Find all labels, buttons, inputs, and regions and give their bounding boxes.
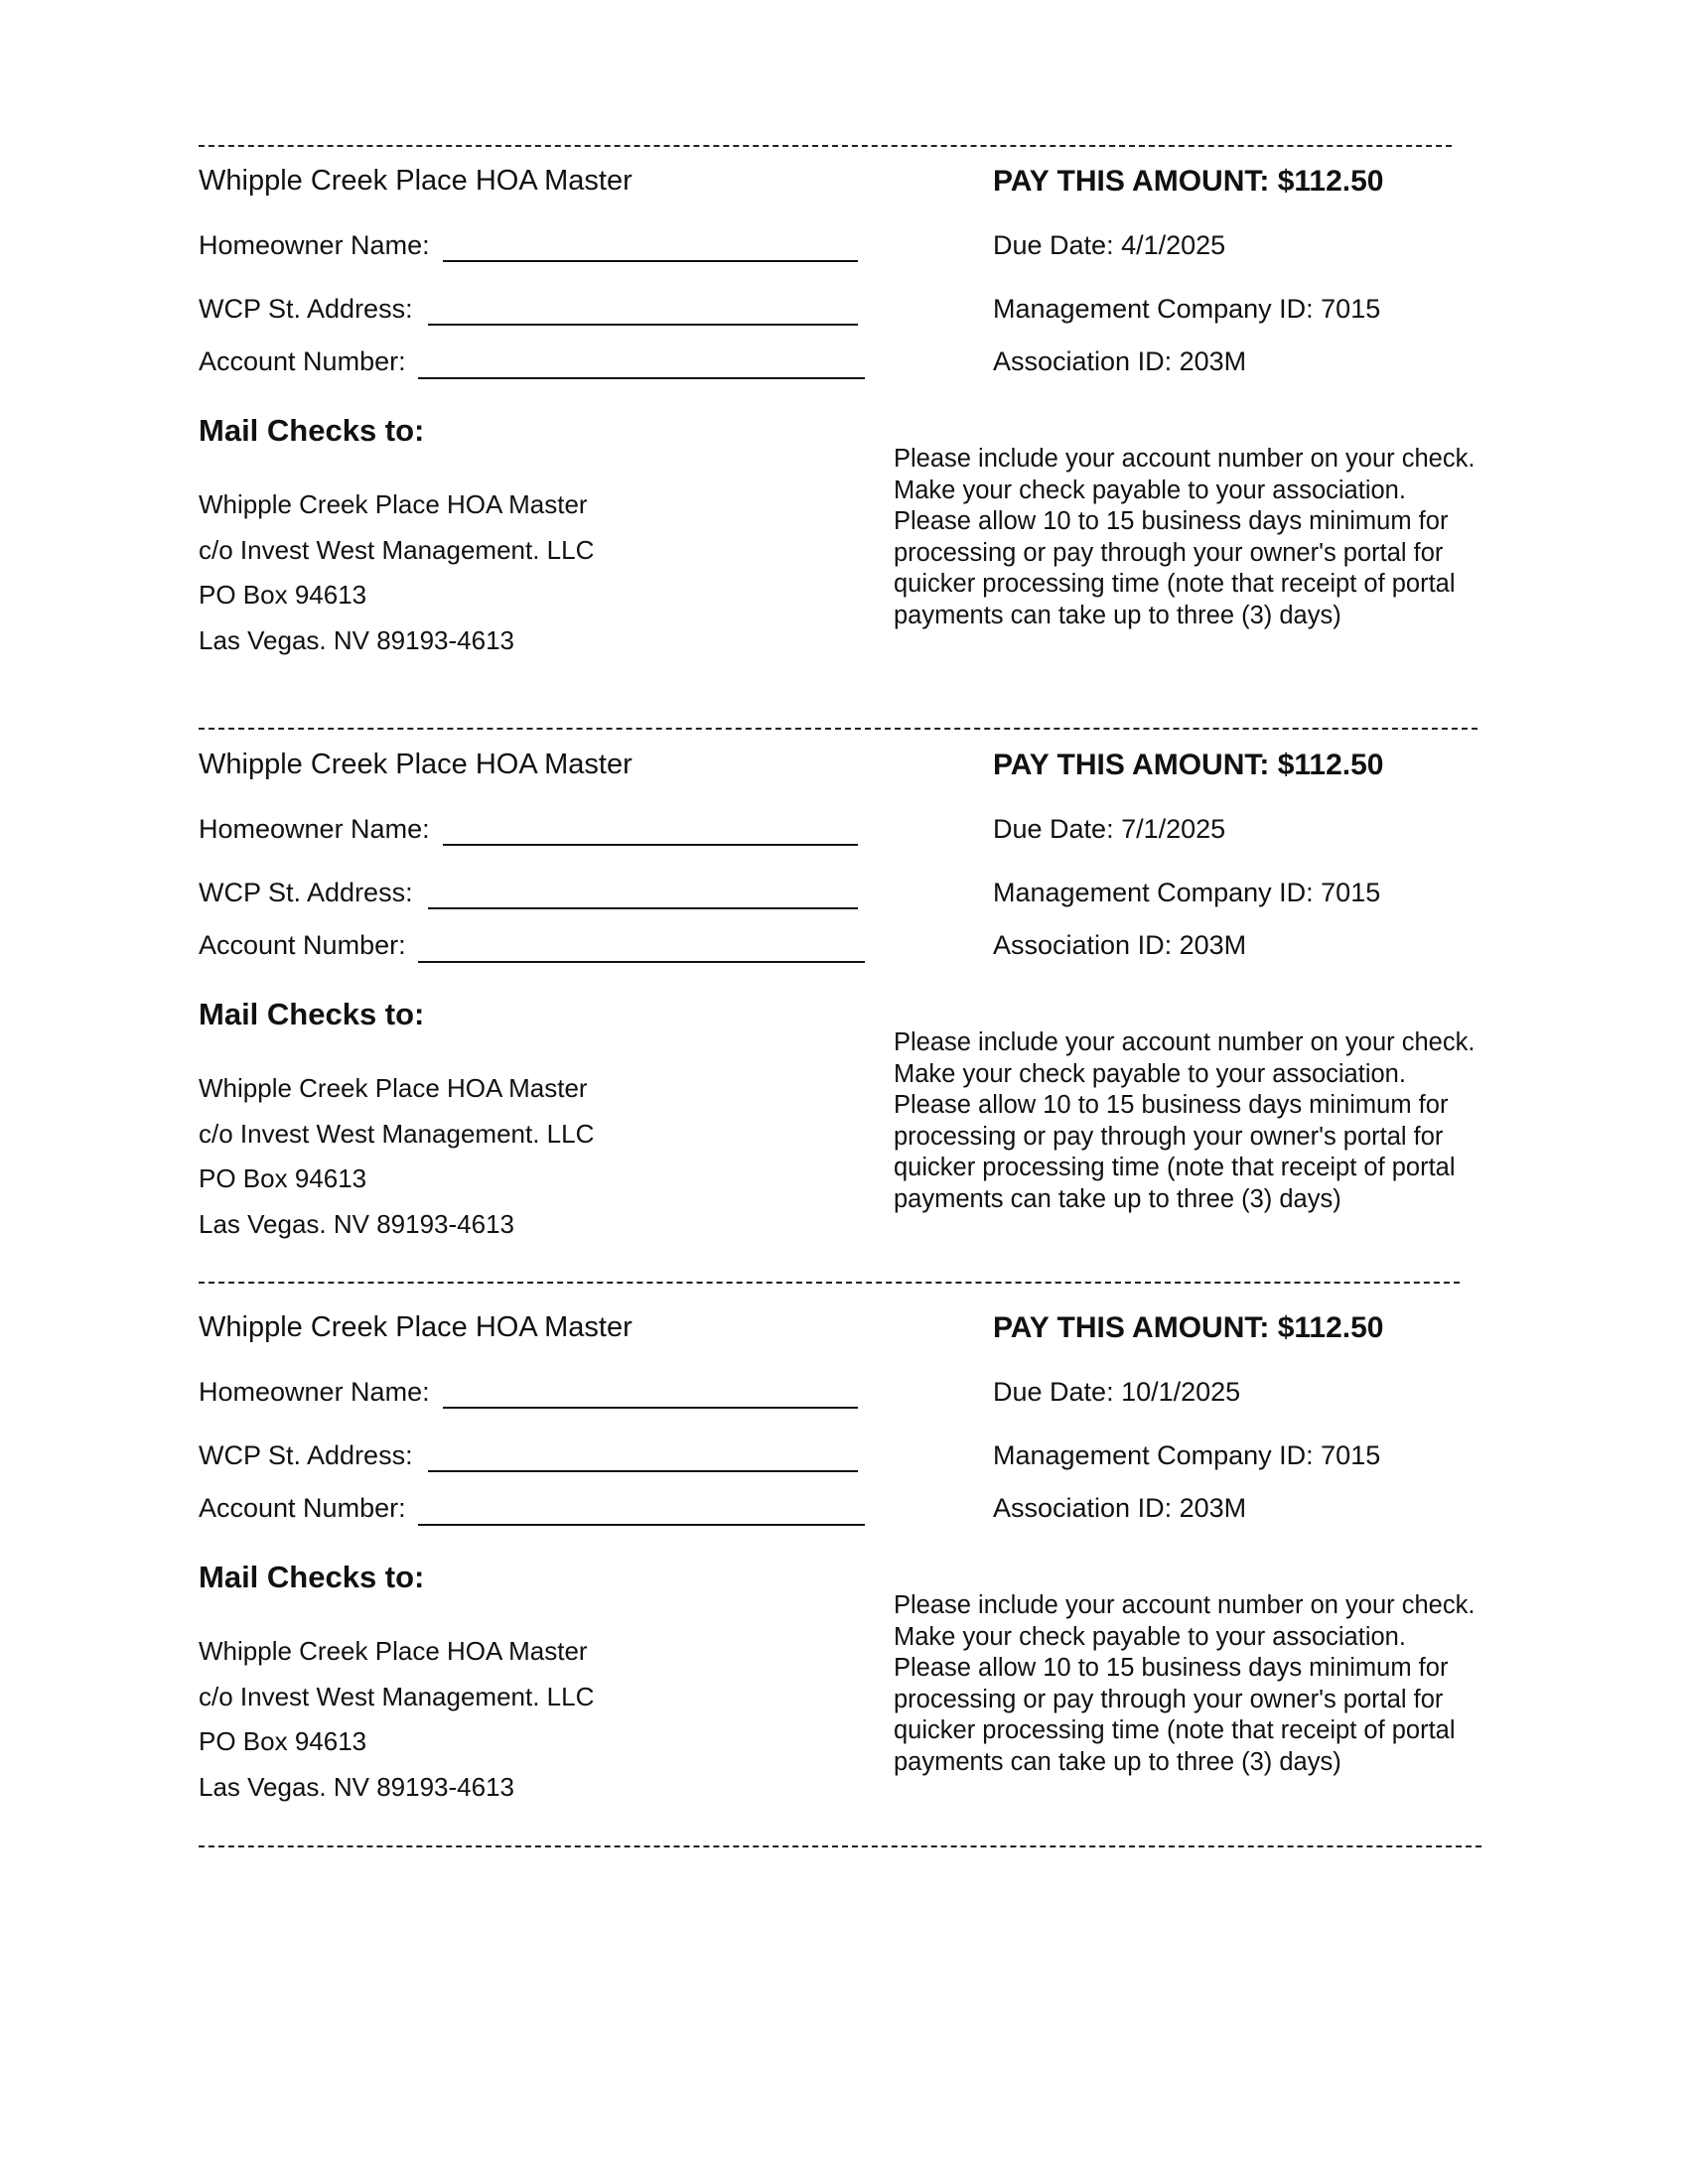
homeowner-name-field[interactable]	[443, 844, 858, 846]
association-name: Whipple Creek Place HOA Master	[199, 749, 633, 780]
homeowner-name-label: Homeowner Name:	[199, 814, 430, 844]
street-address-field[interactable]	[428, 324, 858, 326]
street-address-label: WCP St. Address:	[199, 878, 413, 907]
street-address-label: WCP St. Address:	[199, 294, 413, 324]
mail-address-line: c/o Invest West Management. LLC	[199, 1119, 595, 1149]
mail-address-line: PO Box 94613	[199, 1163, 367, 1193]
homeowner-name-label: Homeowner Name:	[199, 230, 430, 260]
account-number-label: Account Number:	[199, 346, 406, 376]
association-name: Whipple Creek Place HOA Master	[199, 1311, 633, 1343]
cut-line-1	[199, 728, 1477, 730]
mail-checks-heading: Mail Checks to:	[199, 1560, 425, 1594]
account-number-label: Account Number:	[199, 930, 406, 960]
payment-coupon	[0, 749, 1688, 1304]
account-number-field[interactable]	[418, 961, 865, 963]
payment-coupon	[0, 1311, 1688, 1867]
payment-coupon	[0, 165, 1688, 721]
mail-address-line: Whipple Creek Place HOA Master	[199, 1636, 588, 1666]
association-id: Association ID: 203M	[993, 346, 1247, 376]
mail-address-line: Whipple Creek Place HOA Master	[199, 489, 588, 519]
homeowner-name-label: Homeowner Name:	[199, 1377, 430, 1407]
mail-address-line: Las Vegas. NV 89193-4613	[199, 625, 515, 655]
street-address-field[interactable]	[428, 1470, 858, 1472]
mail-checks-heading: Mail Checks to:	[199, 997, 425, 1031]
management-company-id: Management Company ID: 7015	[993, 878, 1381, 907]
pay-amount: PAY THIS AMOUNT: $112.50	[993, 749, 1384, 781]
account-number-field[interactable]	[418, 377, 865, 379]
management-company-id: Management Company ID: 7015	[993, 1440, 1381, 1470]
mail-address-line: PO Box 94613	[199, 1726, 367, 1756]
association-id: Association ID: 203M	[993, 930, 1247, 960]
due-date: Due Date: 4/1/2025	[993, 230, 1226, 260]
pay-amount: PAY THIS AMOUNT: $112.50	[993, 1311, 1384, 1344]
pay-amount: PAY THIS AMOUNT: $112.50	[993, 165, 1384, 198]
payment-instructions: Please include your account number on your check. Make your check payable to your association. Please allow 10 to 15 business days minimum for processing or pay through your owner's portal for quicker processing time (note that receipt of portal payments can take up to three (3) days)	[894, 1028, 1476, 1213]
payment-instructions: Please include your account number on your check. Make your check payable to your association. Please allow 10 to 15 business days minimum for processing or pay through your owner's portal for quicker processing time (note that receipt of portal payments can take up to three (3) days)	[894, 445, 1476, 629]
mail-address-line: c/o Invest West Management. LLC	[199, 1682, 595, 1711]
due-date: Due Date: 7/1/2025	[993, 814, 1226, 844]
account-number-label: Account Number:	[199, 1493, 406, 1523]
mail-address-line: Las Vegas. NV 89193-4613	[199, 1772, 515, 1802]
homeowner-name-field[interactable]	[443, 260, 858, 262]
mail-address-line: PO Box 94613	[199, 580, 367, 610]
mail-checks-heading: Mail Checks to:	[199, 413, 425, 448]
association-id: Association ID: 203M	[993, 1493, 1247, 1523]
association-name: Whipple Creek Place HOA Master	[199, 165, 633, 197]
mail-address-line: c/o Invest West Management. LLC	[199, 535, 595, 565]
due-date: Due Date: 10/1/2025	[993, 1377, 1241, 1407]
mail-address-line: Las Vegas. NV 89193-4613	[199, 1209, 515, 1239]
homeowner-name-field[interactable]	[443, 1407, 858, 1409]
account-number-field[interactable]	[418, 1524, 865, 1526]
payment-instructions: Please include your account number on your check. Make your check payable to your association. Please allow 10 to 15 business days minimum for processing or pay through your owner's portal for quicker processing time (note that receipt of portal payments can take up to three (3) days)	[894, 1591, 1476, 1776]
street-address-field[interactable]	[428, 907, 858, 909]
mail-address-line: Whipple Creek Place HOA Master	[199, 1073, 588, 1103]
cut-line-top	[199, 145, 1452, 147]
street-address-label: WCP St. Address:	[199, 1440, 413, 1470]
management-company-id: Management Company ID: 7015	[993, 294, 1381, 324]
